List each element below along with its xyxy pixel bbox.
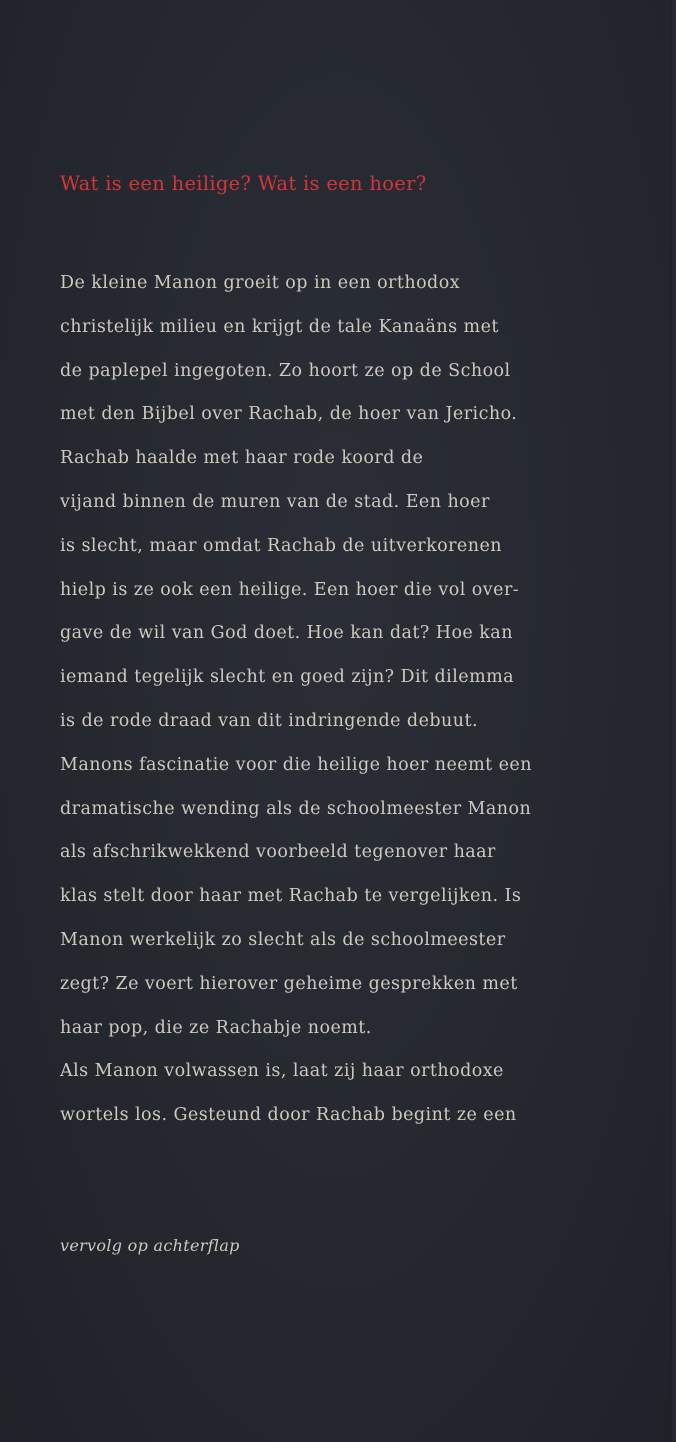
flap-edge	[670, 0, 676, 1442]
blurb-line: Manon werkelijk zo slecht als de schoolmeester	[60, 929, 506, 950]
blurb-line: gave de wil van God doet. Hoe kan dat? Hoe kan	[60, 623, 513, 644]
blurb-line: Manons fascinatie voor die heilige hoer neemt een	[60, 754, 532, 775]
blurb-line: vijand binnen de muren van de stad. Een hoer	[60, 491, 490, 512]
tagline: Wat is een heilige? Wat is een hoer?	[60, 172, 427, 195]
blurb-line: is slecht, maar omdat Rachab de uitverkorenen	[60, 535, 502, 556]
blurb-line: zegt? Ze voert hierover geheime gesprekken met	[60, 973, 518, 994]
blurb-line: christelijk milieu en krijgt de tale Kanaäns met	[60, 316, 499, 337]
blurb-line: haar pop, die ze Rachabje noemt.	[60, 1017, 372, 1038]
blurb-line: Als Manon volwassen is, laat zij haar orthodoxe	[60, 1061, 504, 1082]
blurb-line: als afschrikwekkend voorbeeld tegenover haar	[60, 842, 496, 863]
blurb-line: Rachab haalde met haar rode koord de	[60, 448, 424, 469]
blurb-line: iemand tegelijk slecht en goed zijn? Dit dilemma	[60, 667, 515, 688]
blurb-line: met den Bijbel over Rachab, de hoer van Jericho.	[60, 404, 518, 425]
blurb-line: hielp is ze ook een heilige. Een hoer die vol over-	[60, 579, 520, 600]
blurb-line: dramatische wending als de schoolmeester Manon	[60, 798, 532, 819]
blurb-text	[60, 262, 650, 1138]
blurb-line: de paplepel ingegoten. Zo hoort ze op de School	[60, 360, 511, 381]
blurb-line: klas stelt door haar met Rachab te vergelijken. Is	[60, 886, 522, 907]
blurb-line: wortels los. Gesteund door Rachab begint ze een	[60, 1105, 517, 1126]
blurb-line: is de rode draad van dit indringende debuut.	[60, 710, 478, 731]
continued-note: vervolg op achterflap	[60, 1236, 240, 1255]
blurb-line: De kleine Manon groeit op in een orthodox	[60, 273, 461, 293]
